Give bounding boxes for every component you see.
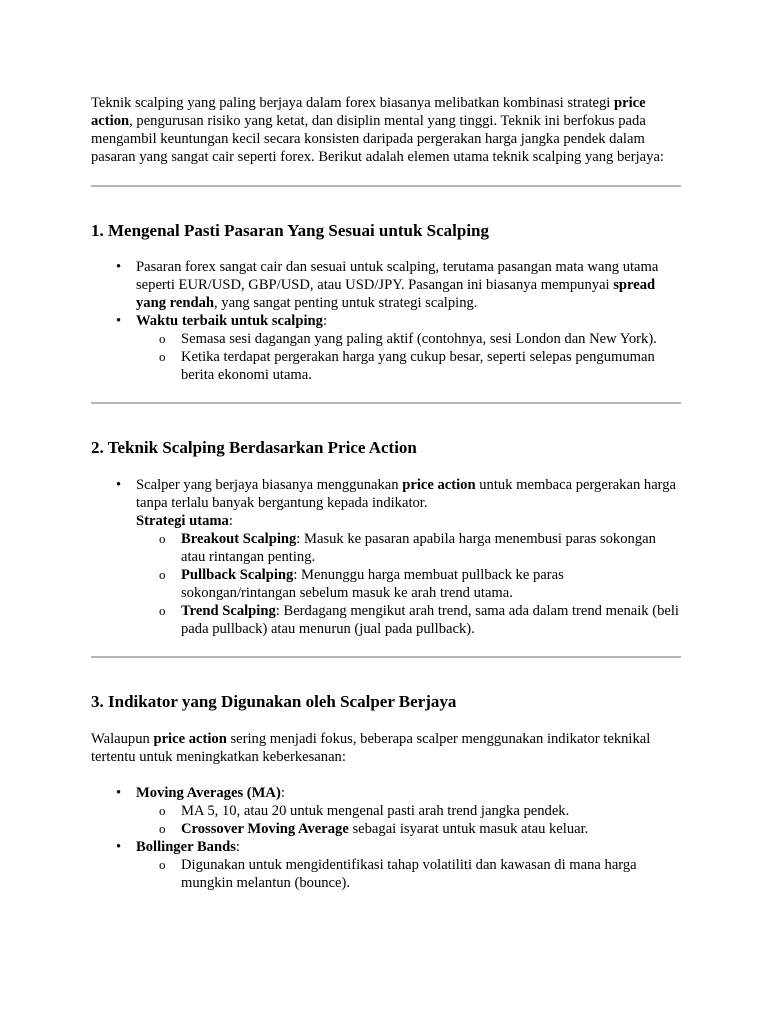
s2-sub3-bold: Trend Scalping <box>181 603 276 619</box>
s1-b2-text: : <box>322 313 328 329</box>
s3-b1-colon: : <box>280 785 285 801</box>
s1-b2-bold: Waktu terbaik untuk scalping <box>136 313 323 329</box>
divider-2 <box>91 402 681 404</box>
s2-b1-bold: price action <box>402 477 476 493</box>
section-2-list <box>91 476 681 638</box>
sublist-item: o MA 5, 10, atau 20 untuk mengenal pasti arah trend jangka pendek. <box>181 802 681 820</box>
section-1-sublist <box>136 330 681 384</box>
s2-sub3-text: : Berdagang mengikut arah trend, sama ada dalam trend menaik (beli pada pullback) atau menurun (jual pada pullback). <box>181 603 679 637</box>
s2-sub1-bold: Breakout Scalping <box>181 531 297 547</box>
sublist-item: o Digunakan untuk mengidentifikasi tahap volatiliti dan kawasan di mana harga mungkin melantun (bounce). <box>181 856 681 892</box>
s3-b2-bold: Bollinger Bands <box>136 839 236 855</box>
s1-b1-text-2: , yang sangat penting untuk strategi scalping. <box>214 295 478 311</box>
intro-text-1: Teknik scalping yang paling berjaya dalam forex biasanya melibatkan kombinasi strategi <box>91 95 614 111</box>
sublist-item <box>181 530 681 566</box>
s1-b1-text: Pasaran forex sangat cair dan sesuai untuk scalping, terutama pasangan mata wang utama seperti EUR/USD, GBP/USD, atau USD/JPY. Pasangan ini biasanya mempunyai <box>136 259 659 293</box>
sublist-item <box>181 566 681 602</box>
intro-text-2: , pengurusan risiko yang ketat, dan disiplin mental yang tinggi. Teknik ini berfokus pada mengambil keuntungan kecil secara konsisten daripada pergerakan harga jangka pendek dalam pasaran yang sangat cair seperti forex. Berikut adalah elemen utama teknik scalping yang berjaya: <box>91 113 664 165</box>
list-item <box>136 838 681 892</box>
s2-sub2-text: : Menunggu harga membuat pullback ke paras sokongan/rintangan sebelum masuk ke arah trend utama. <box>181 567 564 601</box>
divider-3 <box>91 656 681 658</box>
section-3-sublist-2 <box>136 856 681 892</box>
section-3-heading: 3. Indikator yang Digunakan oleh Scalper Berjaya <box>91 692 457 711</box>
document-page <box>91 94 681 892</box>
s2-sub1-text: : Masuk ke pasaran apabila harga menembusi paras sokongan atau rintangan penting. <box>181 531 656 565</box>
intro-bold: price action <box>91 95 646 129</box>
s2-strat-bold: Strategi utama <box>136 513 229 529</box>
s3-b1-bold: Moving Averages (MA) <box>136 785 281 801</box>
s2-sub2-bold: Pullback Scalping <box>181 567 294 583</box>
section-1-heading: 1. Mengenal Pasti Pasaran Yang Sesuai untuk Scalping <box>91 221 489 240</box>
list-item <box>136 258 681 312</box>
sublist-item: o Semasa sesi dagangan yang paling aktif (contohnya, sesi London dan New York). <box>181 330 681 348</box>
sublist-item <box>181 602 681 638</box>
s2-b1-text: Scalper yang berjaya biasanya menggunakan <box>136 477 403 493</box>
strategy-label <box>136 512 681 530</box>
sublist-item: o Ketika terdapat pergerakan harga yang cukup besar, seperti selepas pengumuman berita ekonomi utama. <box>181 348 681 384</box>
s3-p-text-2: sering menjadi fokus, beberapa scalper menggunakan indikator teknikal tertentu untuk meningkatkan keberkesanan: <box>91 731 651 765</box>
section-2-heading: 2. Teknik Scalping Berdasarkan Price Action <box>91 438 417 457</box>
s3-b2-colon: : <box>235 839 240 855</box>
intro-paragraph <box>91 94 681 166</box>
s3-sub2-bold: Crossover Moving Average <box>181 821 349 837</box>
list-item <box>136 312 681 384</box>
list-item <box>136 476 681 638</box>
s3-sub2-text: sebagai isyarat untuk masuk atau keluar. <box>348 821 589 837</box>
s3-p-bold: price action <box>153 731 227 747</box>
s2-b1-text-2: untuk membaca pergerakan harga tanpa terlalu banyak bergantung kepada indikator. <box>136 477 677 511</box>
section-3-paragraph <box>91 730 681 766</box>
section-1-list <box>91 258 681 384</box>
section-3-list <box>91 784 681 892</box>
divider-1 <box>91 185 681 187</box>
section-3-sublist-1 <box>136 802 681 838</box>
list-item <box>136 784 681 838</box>
s2-strat-colon: : <box>228 513 233 529</box>
s1-b1-bold: spread yang rendah <box>136 277 656 311</box>
section-2-sublist <box>136 530 681 638</box>
s3-p-text-1: Walaupun <box>91 731 154 747</box>
sublist-item <box>181 820 681 838</box>
